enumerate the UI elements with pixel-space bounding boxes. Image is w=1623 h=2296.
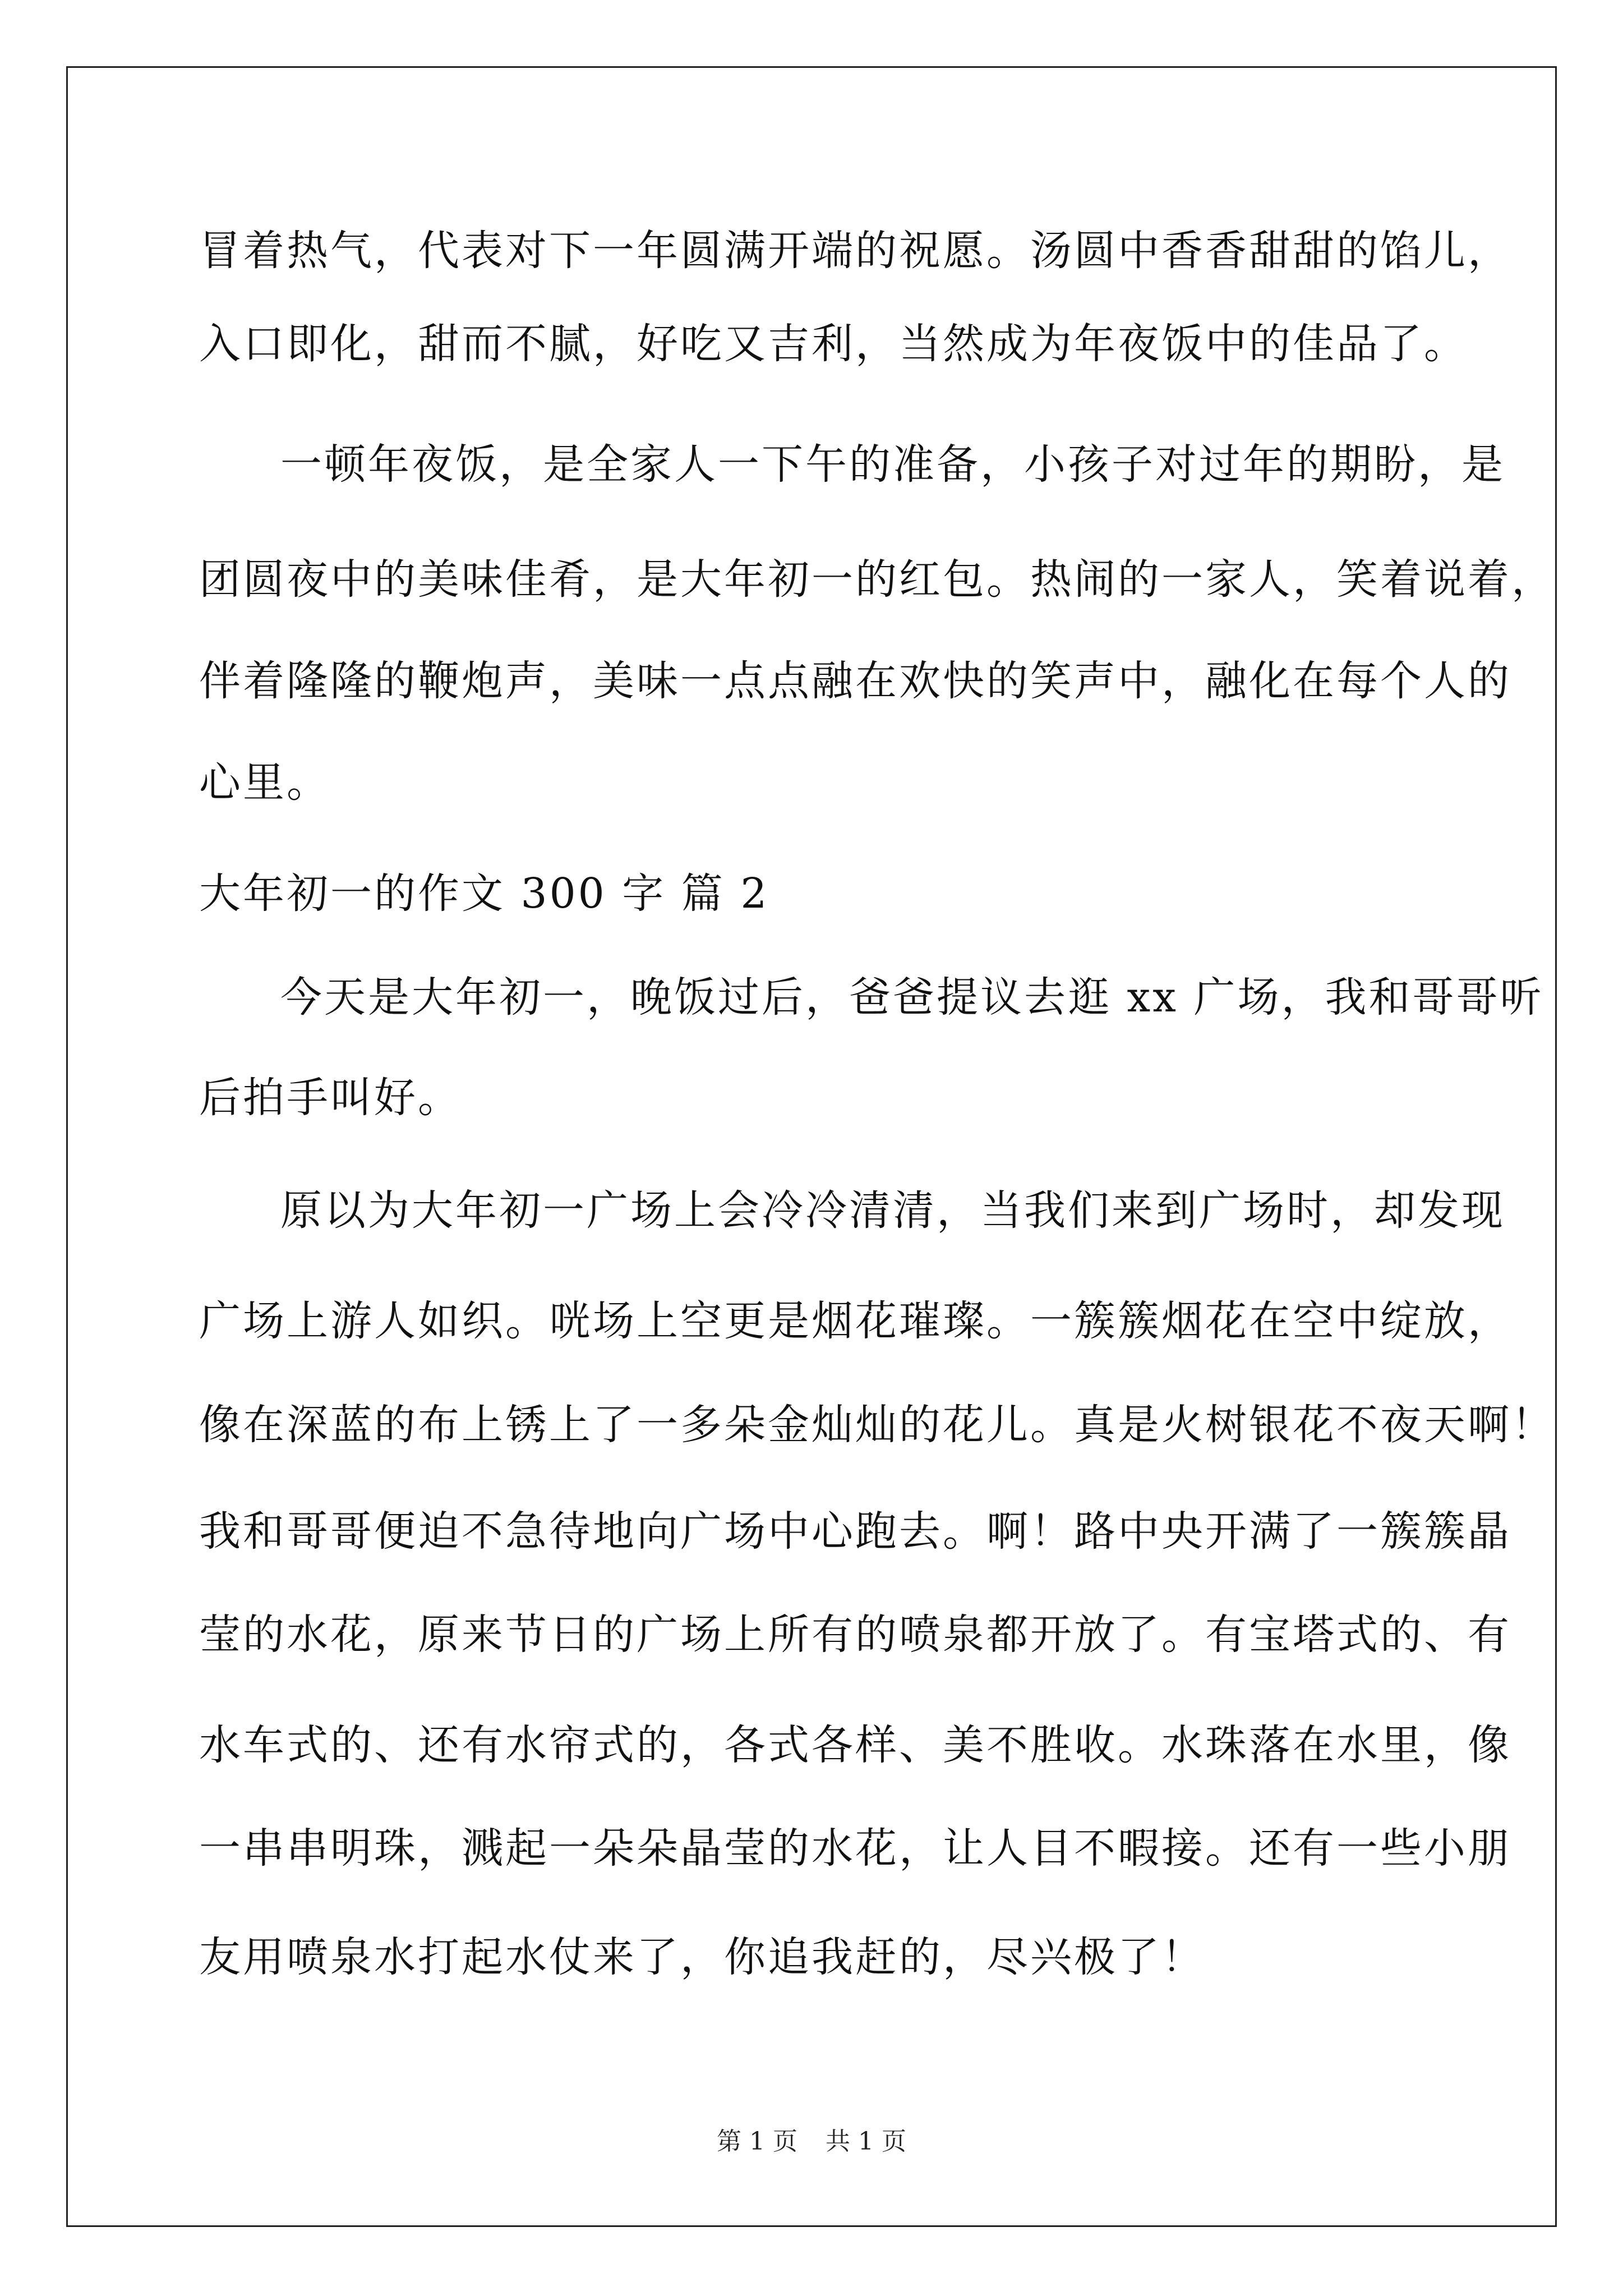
text-line: 后拍手叫好。 — [199, 1074, 462, 1122]
text-line: 伴着隆隆的鞭炮声，美味一点点融在欢快的笑声中，融化在每个人的 — [199, 657, 1511, 705]
text-line: 水车式的、还有水帘式的，各式各样、美不胜收。水珠落在水里，像 — [199, 1721, 1511, 1769]
paragraph-first-line: 一顿年夜饭，是全家人一下午的准备，小孩子对过年的期盼，是 — [280, 440, 1505, 489]
text-line: 我和哥哥便迫不急待地向广场中心跑去。啊！路中央开满了一簇簇晶 — [199, 1507, 1511, 1556]
text-line: 冒着热气，代表对下一年圆满开端的祝愿。汤圆中香香甜甜的馅儿， — [199, 227, 1511, 275]
page-number: 第 1 页 — [717, 2127, 797, 2156]
page-footer — [0, 2126, 1623, 2157]
page-border — [66, 66, 1557, 2227]
text-line: 入口即化，甜而不腻，好吃又吉利，当然成为年夜饭中的佳品了。 — [199, 320, 1468, 368]
paragraph-first-line: 原以为大年初一广场上会冷冷清清，当我们来到广场时，却发现 — [280, 1186, 1505, 1235]
text-line: 像在深蓝的布上锈上了一多朵金灿灿的花儿。真是火树银花不夜天啊！ — [199, 1401, 1555, 1449]
text-line: 友用喷泉水打起水仗来了，你追我赶的，尽兴极了！ — [199, 1933, 1205, 1981]
text-line: 团圆夜中的美味佳肴，是大年初一的红包。热闹的一家人，笑着说着， — [199, 555, 1555, 604]
paragraph-first-line: 今天是大年初一，晚饭过后，爸爸提议去逛 xx 广场，我和哥哥听 — [280, 973, 1544, 1022]
text-line: 心里。 — [199, 758, 330, 807]
text-line: 莹的水花，原来节日的广场上所有的喷泉都开放了。有宝塔式的、有 — [199, 1611, 1511, 1659]
text-line: 广场上游人如织。咣场上空更是烟花璀璨。一簇簇烟花在空中绽放， — [199, 1297, 1511, 1345]
section-heading: 大年初一的作文 300 字 篇 2 — [199, 869, 769, 918]
text-line: 一串串明珠，溅起一朵朵晶莹的水花，让人目不暇接。还有一些小朋 — [199, 1824, 1511, 1872]
page-total: 共 1 页 — [826, 2127, 906, 2156]
